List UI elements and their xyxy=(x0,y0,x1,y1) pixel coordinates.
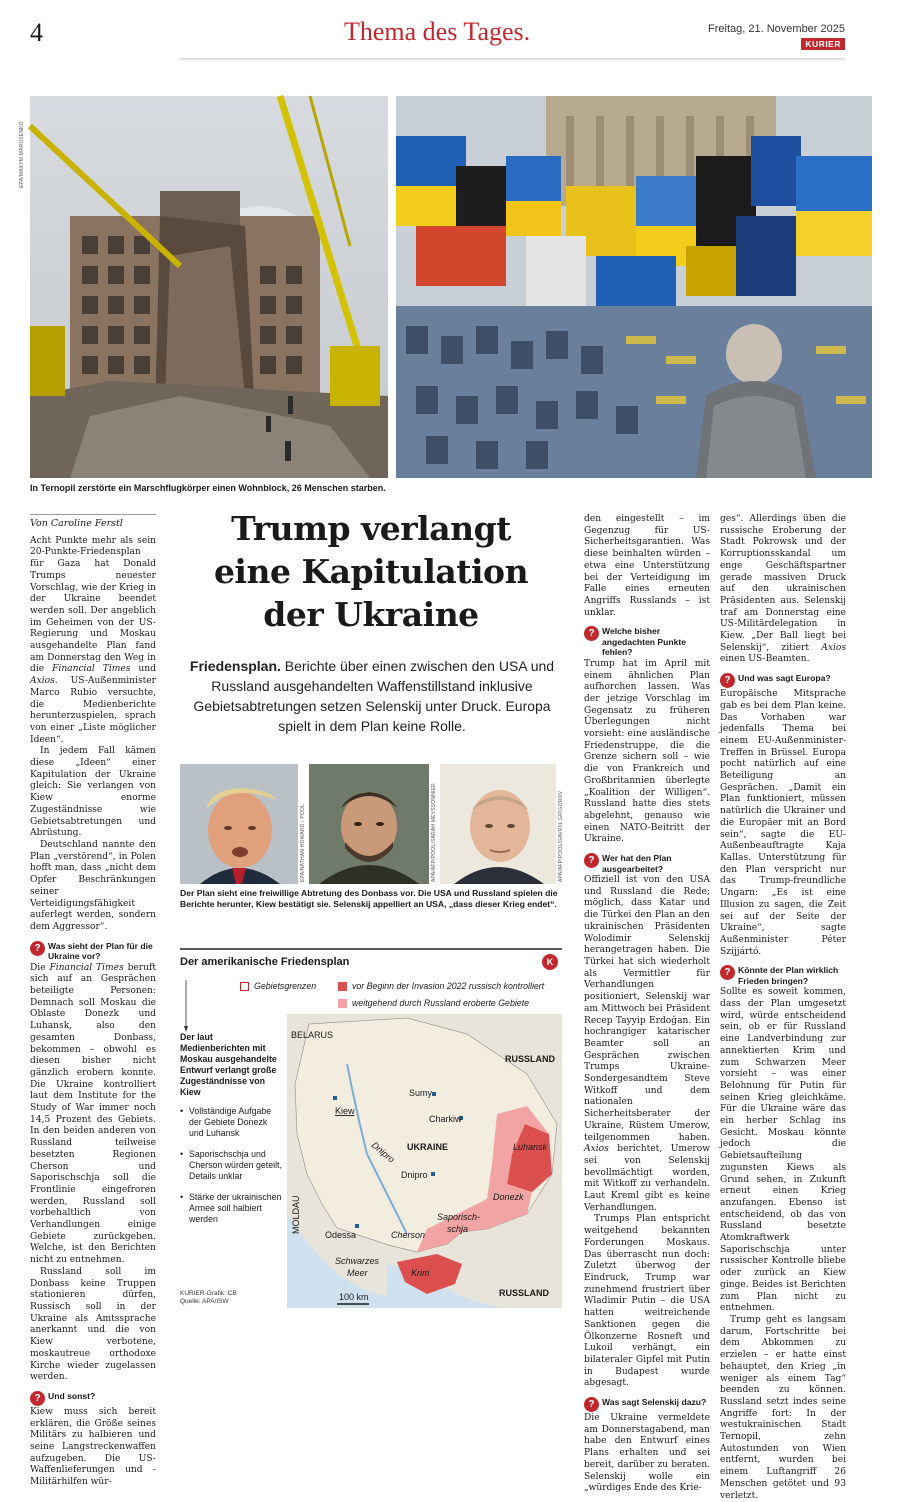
portrait-credit: APA/AFP/POOL/SARAH MEYSSONNIER xyxy=(431,783,437,882)
map-source: KURIER-Grafik: CB Quelle: APA/ISW xyxy=(180,1290,237,1305)
question-heading: ? Wer hat den Plan ausgearbeitet? xyxy=(584,853,710,874)
paragraph: Trump hat im April mit einem ähnlichen Plan aufhorchen lassen. Was der jetzige Vorschlag im Gegensatz zu früheren Überlegungen nicht vorsieht: eine ausländische Friedenstruppe, die die Grenze sichern soll – wie die von Frankreich und Großbritannien überlegte „Koalition der Willigen“. Russland hatte dies stets abgelehnt, genauso wie einen NATO-Beitritt der Ukraine. xyxy=(584,658,710,845)
map-label-sea-2: Meer xyxy=(347,1268,368,1278)
article-column-4 xyxy=(720,514,846,1502)
map-label-kiew: Kiew xyxy=(335,1106,355,1116)
question-icon: ? xyxy=(30,1391,45,1406)
question-heading: ? Könnte der Plan wirklich Frieden bringen? xyxy=(720,965,846,986)
map-label-donezk: Donezk xyxy=(493,1192,524,1202)
photo-caption: In Ternopil zerstörte ein Marschflugkörper einen Wohnblock, 26 Menschen starben. xyxy=(30,483,386,493)
question-icon: ? xyxy=(584,1397,599,1412)
map-note-list xyxy=(180,1106,284,1225)
map-label-sumy: Sumy xyxy=(409,1088,433,1098)
portrait-caption: Der Plan sieht eine freiwillige Abtretung des Donbass vor. Die USA und Russland spielen die Berichte herunter, Kiew bestätigt sie. Selenskij appelliert an USA, „dass dieser Krieg endet“. xyxy=(180,888,558,909)
list-item: • Stärke der ukrainischen Armee soll halbiert werden xyxy=(180,1192,284,1225)
list-item: • Saporischschja und Cherson würden geteilt, Details unklar xyxy=(180,1149,284,1182)
question-heading: ? Was sagt Selenskij dazu? xyxy=(584,1397,710,1412)
legend-item-conquered: weitgehend durch Russland eroberte Gebiete xyxy=(338,998,529,1008)
map-label-moldau: MOLDAU xyxy=(291,1195,301,1234)
paragraph: ges“. Allerdings üben die russische Eroberung der Stadt Pokrowsk und der Korruptionsskandal um enge Geschäftspartner gerade massiven Druck auf den ukrainischen Präsidenten aus. Selenskij traf am Donnerstag eine US-Militärdelegation in Kiew. „Der Ball liegt bei Selenskij“, zitiert Axios einen US-Beamten. xyxy=(720,514,846,665)
map-label-belarus: BELARUS xyxy=(291,1030,334,1040)
map-city-dot xyxy=(431,1172,435,1176)
legend-item-pre2022: vor Beginn der Invasion 2022 russisch kontrolliert xyxy=(338,981,544,991)
question-heading: ? Und was sagt Europa? xyxy=(720,673,846,688)
question-heading: ? Und sonst? xyxy=(30,1391,156,1406)
map-label-ukraine: UKRAINE xyxy=(407,1142,449,1152)
map-label-luhansk: Luhansk xyxy=(513,1142,548,1152)
map-label-odessa: Odessa xyxy=(325,1230,357,1240)
article-column-3 xyxy=(584,514,710,1495)
map-city-dot xyxy=(355,1224,359,1228)
map-label-saporischschja-2: schja xyxy=(447,1224,469,1234)
question-heading: ? Welche bisher angedachten Punkte fehlen? xyxy=(584,626,710,658)
legend-swatch xyxy=(338,982,347,991)
map-note xyxy=(180,1032,284,1235)
map-scale-label: 100 km xyxy=(339,1292,369,1302)
masthead-rule xyxy=(180,58,845,62)
map-label-russland-bottom: RUSSLAND xyxy=(499,1288,550,1298)
kurier-k-badge: K xyxy=(542,954,558,970)
byline: Von Caroline Ferstl xyxy=(30,518,123,529)
map-area xyxy=(287,1014,562,1308)
headline: Trump verlangt eine Kapitulation der Ukraine xyxy=(213,509,529,634)
section-title: Thema des Tages. xyxy=(344,17,531,46)
map-label-krim: Krim xyxy=(411,1268,430,1278)
map-label-dnipro-city: Dnipro xyxy=(401,1170,428,1180)
map-city-dot xyxy=(333,1096,337,1100)
portrait-trump xyxy=(180,764,298,884)
article-column-1 xyxy=(30,514,156,1489)
paragraph: Die Ukraine vermeldete am Donnerstagabend, man habe den Entwurf eines Plans erhalten und sei bereit, darüber zu beraten. Selenskij wolle ein „würdiges Ende des Krie- xyxy=(584,1413,710,1494)
map-label-dnipro-river: Dnipro xyxy=(369,1139,397,1165)
question-icon: ? xyxy=(30,941,45,956)
photo-ternopil-ruins xyxy=(30,96,388,478)
issue-date: Freitag, 21. November 2025 xyxy=(708,23,845,35)
page-number: 4 xyxy=(30,18,43,47)
kurier-logo: KURIER xyxy=(801,38,845,50)
paragraph: den eingestellt – im Gegenzug für US-Sicherheitsgarantien. Was diese beinhalten würden – etwa eine Unterstützung bei der Verteidigung im Falle eines erneuten Angriffs Russlands – ist unklar. xyxy=(584,514,710,618)
map-label-russland-top: RUSSLAND xyxy=(505,1054,556,1064)
lede: Friedensplan. Berichte über einen zwischen den USA und Russland ausgehandelten Waffenstillstand inklusive Gebietsabtretungen setzen Selenskij unter Druck. Europa spielt in dem Plan keine Rolle. xyxy=(189,658,555,734)
paragraph: Acht Punkte mehr als sein 20-Punkte-Friedensplan für Gaza hat Donald Trumps neuester Vorschlag, wie der Krieg in der Ukraine beendet werden soll. Der angeblich im Geheimen von der US-Regierung und Moskau ausgehandelte Plan fand am Donnerstag den Weg in die Financial Times und Axios. US-Außenminister Marco Rubio versuchte, die Medienberichte herunterzuspielen, sprach von einer „Liste möglicher Ideen“. xyxy=(30,535,156,745)
paragraph: Sollte es soweit kommen, dass der Plan umgesetzt wird, würde entscheidend sein, ob er für Russland eine Landverbindung zur annektierten Krim und zum Schwarzen Meer vorsieht – was einer Belohnung für Putin für seinen Krieg gleichkäme. Für die Ukraine wäre das ein herber Schlag ins Gesicht. Moskau könnte jedoch die Gebietsaufteilung zugunsten Kiews als Grund sehen, in Zukunft erneut einen Krieg anzufangen. Ebenso ist entscheidend, ob das von Russland besetzte Atomkraftwerk Saporischschja unter russischer Kontrolle bliebe oder zurück an Kiew ginge. Beides ist Berichten zum Plan nicht zu entnehmen. xyxy=(720,987,846,1314)
portrait-credit: EPA/NATHAN HOWARD / POOL xyxy=(300,803,306,882)
list-item: • Vollständige Aufgabe der Gebiete Donezk und Luhansk xyxy=(180,1106,284,1139)
photo-kyiv-flags xyxy=(396,96,872,478)
lede-kicker: Friedensplan. xyxy=(189,658,281,674)
map-city-dot xyxy=(432,1092,436,1096)
paragraph: Europäische Mitsprache gab es bei dem Plan keine. Das Vorhaben war jedenfalls Thema bei einem EU-Außenminister-Treffen in Brüssel. Europa pocht natürlich auf eine Beteiligung an Gesprächen. „Damit ein Plan funktioniert, müssen natürlich die Ukrainer und die Europäer mit an Bord sein“, sagte die EU-Außenbeauftragte Kaja Kallas. Unterstützung für den Plan verspricht nur das Trump-freundliche Ungarn: „Es ist eine Illusion zu sagen, die Zeit sei auf der Seite der Ukraine“, sagte Außenminister Péter Szijjártó. xyxy=(720,689,846,957)
map-label-cherson: Cherson xyxy=(391,1230,426,1240)
question-heading: ? Was sieht der Plan für die Ukraine vor? xyxy=(30,941,156,962)
map-label-charkiw: Charkiw xyxy=(429,1114,462,1124)
paragraph: Kiew muss sich bereit erklären, die Größe seines Militärs zu halbieren und seine Langstreckenwaffen aufzugeben. Die US-Waffenlieferungen und -Militärhilfen wür- xyxy=(30,1406,156,1488)
paragraph: Die Financial Times beruft sich auf an Gesprächen beteiligte Personen: Demnach soll Moskau die Oblaste Donezk und Luhansk, also den gesamten Donbass, bekommen – obwohl es diesen bisher nicht gänzlich erobern konnte. Die Ukraine kontrolliert laut dem Institute for the Study of War immer noch 14,5 Prozent des Gebiets. In den beiden anderen von Russland teilweise besetzten Regionen Cherson und Saporischschja soll die Frontlinie eingefroren werden, Russland soll vorbehaltlich von Verhandlungen einige Gebiete zurückgeben. Welche, ist den Berichten nicht zu entnehmen. xyxy=(30,962,156,1266)
question-icon: ? xyxy=(584,853,599,868)
paragraph: Trump geht es langsam darum, Fortschritte bei dem Abkommen zu erzielen – er hatte einst behauptet, den Krieg „in weniger als einem Tag“ beenden zu können. Russland setzt indes seine Angriffe fort: In der westukrainischen Stadt Ternopil, zehn Autostunden von Wien entfernt, wurden bei einem Luftangriff 26 Menschen getötet und 93 verletzt. xyxy=(720,1315,846,1501)
map-note-heading: Der laut Medienberichten mit Moskau ausgehandelte Entwurf verlangt große Zugeständnisse von Kiew xyxy=(180,1032,277,1097)
portrait-putin xyxy=(440,764,556,884)
question-icon: ? xyxy=(584,626,599,641)
paragraph: Russland soll im Donbass keine Truppen stationieren dürfen, Russisch soll in der Ukraine als Amtssprache anerkannt und die von Kiew verbotene, moskautreue orthodoxe Kirche wieder zugelassen werden. xyxy=(30,1266,156,1383)
map-graphic xyxy=(180,948,562,1310)
legend-swatch xyxy=(338,999,347,1008)
paragraph: Deutschland nannte den Plan „verstörend“, in Polen hofft man, dass „nicht dem Opfer Beschränkungen seiner Verteidigungsfähigkeit auferlegt werden, sondern dem Aggressor“. xyxy=(30,839,156,932)
question-icon: ? xyxy=(720,965,735,980)
portrait-credit: APA/AFP/POOL/GAVRIIL GRIGOROV xyxy=(558,790,564,882)
question-icon: ? xyxy=(720,673,735,688)
paragraph: Offiziell ist von den USA und Russland die Rede; möglich, dass Katar und die Türkei den Plan an den ukrainischen Präsidenten Wolodimir Selenskij herangetragen haben. Die Türkei hat sich wiederholt als Vermittler für Verhandlungen positioniert, Selenskij war am Mittwoch bei Präsident Recep Tayyip Erdoğan. Ein hochrangiger katarischer Beamter soll an Gesprächen zwischen Trumps Ukraine-Sondergesandtem Steve Witkoff und dem nationalen Sicherheitsberater der Ukraine, Rüstem Umerow, teilgenommen haben. Axios berichtet, Umerow sei von Selenskij bevollmächtigt worden, mit Witkoff zu verhandeln. Laut Kreml gibt es keine Verhandlungen. xyxy=(584,875,710,1213)
map-title: Der amerikanische Friedensplan xyxy=(180,956,350,968)
paragraph: Trumps Plan entspricht weitgehend bekannten Forderungen Moskaus. Das überrascht nun doch: Zuletzt überwog der Eindruck, Trump war zunehmend frustriert über Wladimir Putin – die USA hatten weitreichende Sanktionen gegen die Ölkonzerne Rosneft und Lukoil verhängt, ein bilateraler Gipfel mit Putin in Budapest wurde abgesagt. xyxy=(584,1214,710,1389)
legend-connector xyxy=(184,980,274,1035)
photo-credit-left: EPA/MAXYM MARUSENKO xyxy=(19,121,25,188)
map-label-sea: Schwarzes xyxy=(335,1256,380,1266)
portrait-selenskij xyxy=(309,764,429,884)
legend-item-borders: Gebietsgrenzen xyxy=(240,981,316,991)
paragraph: In jedem Fall kämen diese „Ideen“ einer Kapitulation der Ukraine gleich: Sie verlangen von Kiew enorme Zugeständnisse wie Gebietsabtretungen und Abrüstung. xyxy=(30,746,156,839)
map-label-saporischschja: Saporisch- xyxy=(437,1212,481,1222)
